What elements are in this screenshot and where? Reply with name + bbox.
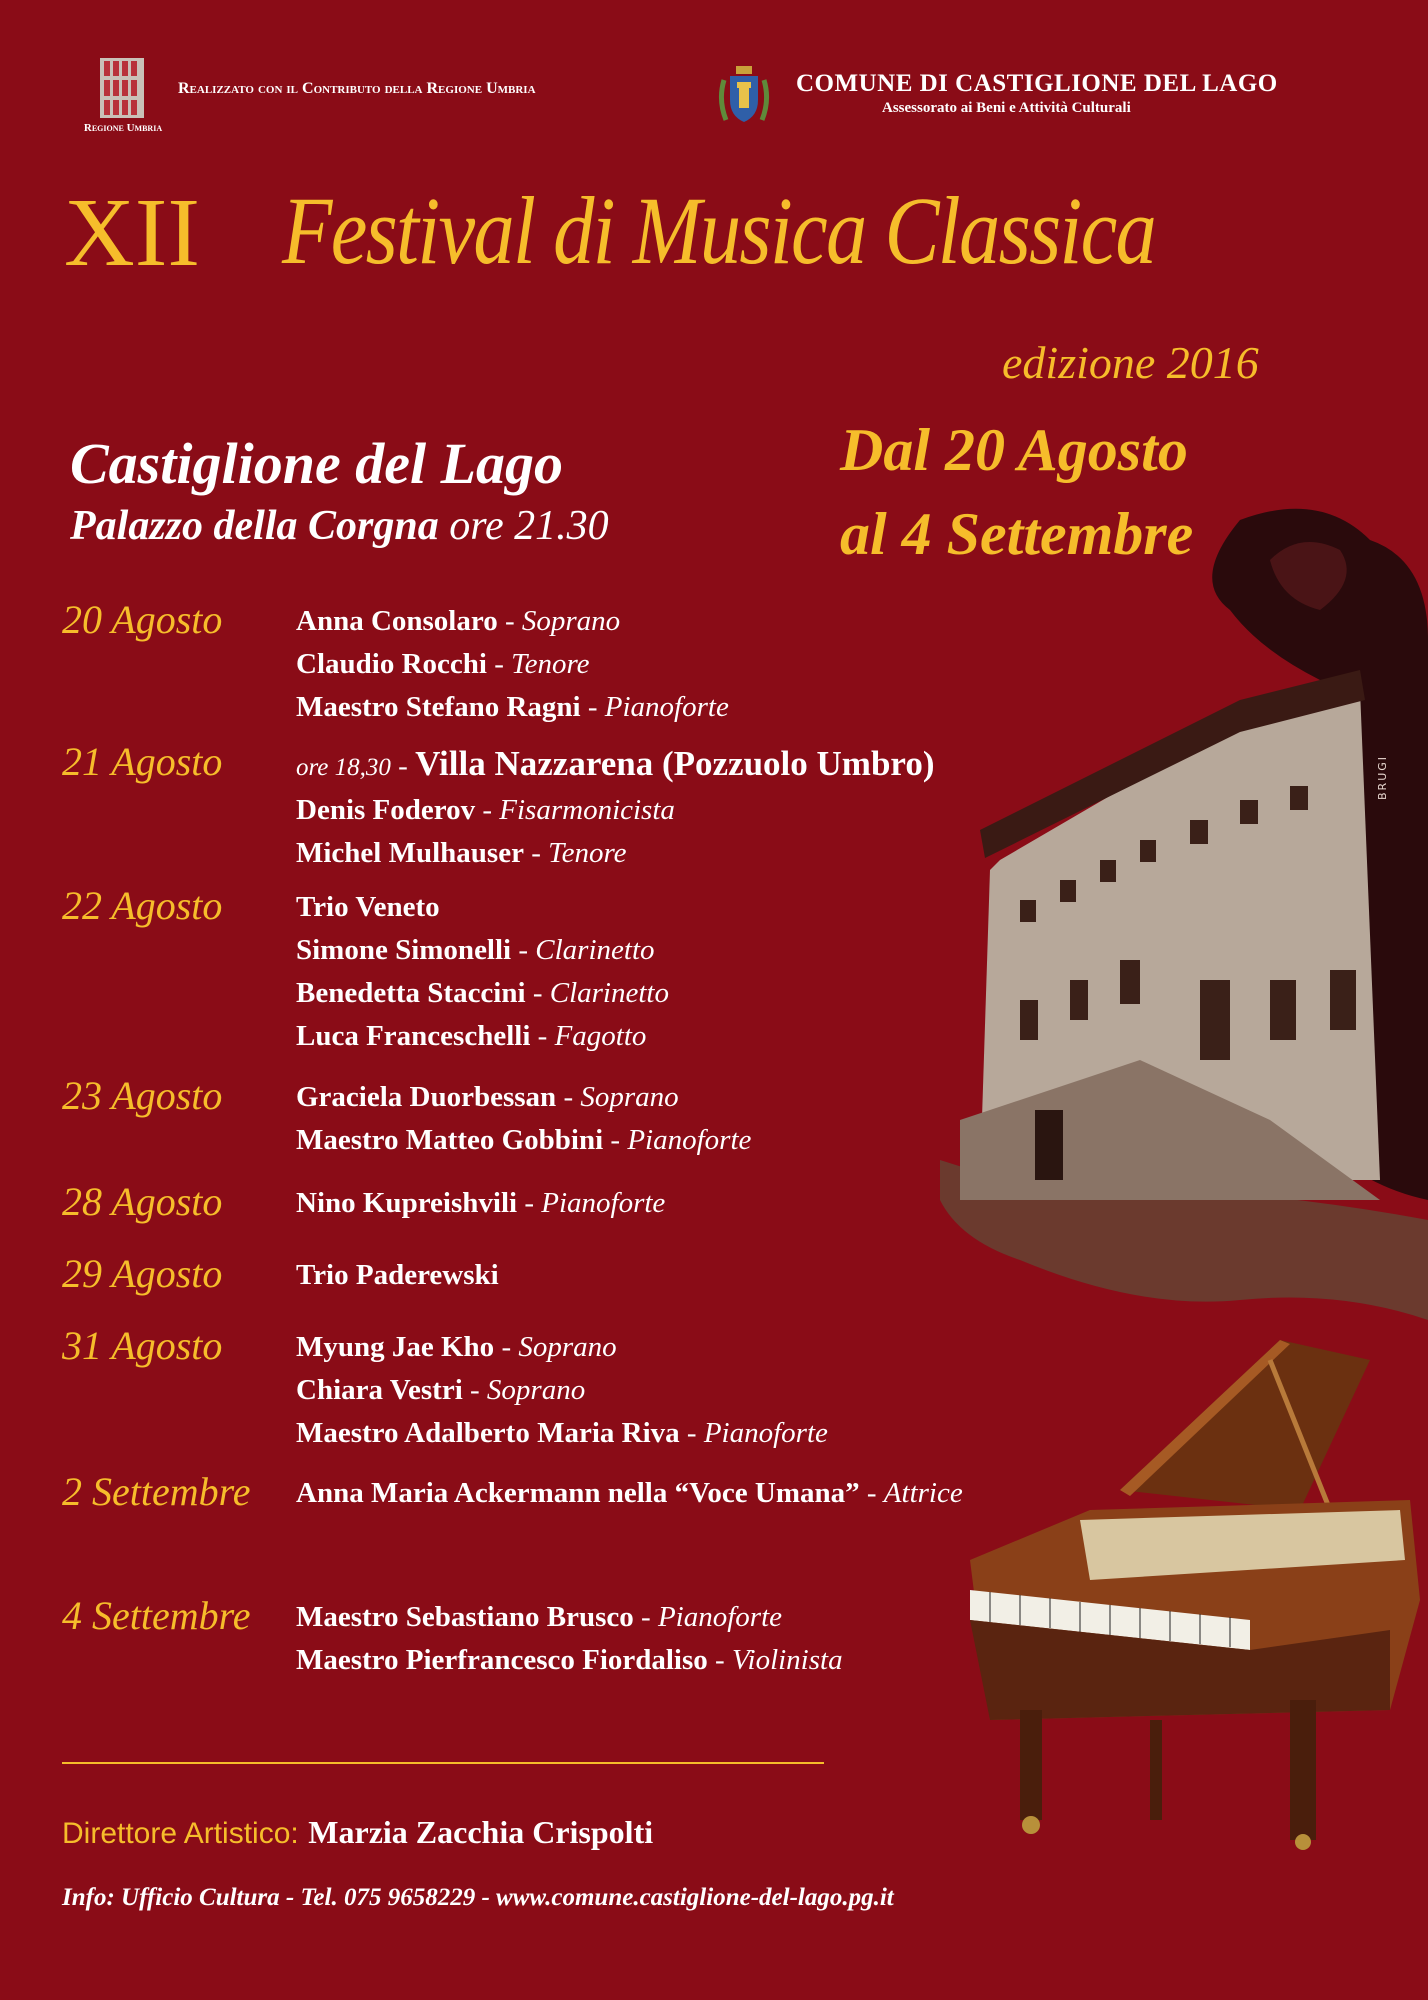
venue-place [70, 502, 609, 550]
performer-name: Nino Kupreishvili [296, 1187, 518, 1219]
info-line: Info: Ufficio Cultura - Tel. 075 9658229 - www.comune.castiglione-del-lago.pg.it [62, 1884, 894, 1911]
performer-role: Soprano [580, 1081, 679, 1113]
venue-town: Castiglione del Lago [70, 431, 563, 496]
performer-line: Maestro Pierfrancesco Fiordaliso - Violinista [296, 1644, 843, 1676]
performer-name: Trio Veneto [296, 891, 440, 923]
performer-role: Tenore [548, 837, 627, 869]
festival-number: XII [64, 179, 201, 287]
festival-edition: edizione 2016 [1002, 337, 1259, 388]
performer-name: Myung Jae Kho [296, 1331, 495, 1363]
performer-line: Maestro Stefano Ragni - Pianoforte [296, 691, 729, 723]
performer-name: Michel Mulhauser [296, 837, 524, 869]
performer-line: Claudio Rocchi - Tenore [296, 648, 590, 680]
event-date: 29 Agosto [62, 1251, 223, 1296]
performer-name: Maestro Matteo Gobbini [296, 1124, 604, 1156]
performer-line: Myung Jae Kho - Soprano [296, 1331, 617, 1363]
director-label: Direttore Artistico: [62, 1817, 299, 1850]
performer-role: Tenore [511, 648, 590, 680]
performer-line [296, 886, 669, 929]
performer-line: Denis Foderov - Fisarmonicista [296, 794, 675, 826]
comune-subtitle: Assessorato ai Beni e Attività Culturali [882, 100, 1131, 116]
venue-place-name: Palazzo della Corgna [70, 503, 439, 549]
performer-name: Maestro Adalberto Maria Riva [296, 1417, 680, 1449]
performer-name: Chiara Vestri [296, 1374, 463, 1406]
region-umbria-logo [100, 58, 144, 118]
director-line [62, 1814, 653, 1851]
region-umbria-label: Regione Umbria [83, 122, 163, 134]
performer-line [296, 1254, 499, 1297]
performer-name: Trio Paderewski [296, 1259, 499, 1291]
performer-name: Maestro Sebastiano Brusco [296, 1601, 634, 1633]
comune-crest-icon [716, 60, 772, 130]
performer-line: Anna Maria Ackermann nella “Voce Umana” - Attrice [296, 1477, 963, 1509]
performer-role: Pianoforte [627, 1124, 752, 1156]
performer-role: Soprano [486, 1374, 586, 1406]
performer-role: Clarinetto [549, 977, 669, 1009]
performer-name: Luca Franceschelli [296, 1020, 531, 1052]
performer-line: Maestro Sebastiano Brusco - Pianoforte [296, 1601, 783, 1633]
performer-line: Graciela Duorbessan - Soprano [296, 1081, 679, 1113]
performer-name: Graciela Duorbessan [296, 1081, 557, 1113]
performer-role: Pianoforte [657, 1601, 783, 1633]
contribution-text: Realizzato con il Contributo della Regione Umbria [178, 80, 536, 97]
performer-name: Denis Foderov [296, 794, 476, 826]
event-date: 21 Agosto [62, 739, 223, 784]
performer-name: Claudio Rocchi [296, 648, 487, 680]
event-date: 22 Agosto [62, 883, 223, 928]
artist-credit: BRUGI [1376, 754, 1389, 800]
performer-line: Maestro Adalberto Maria Riva - Pianoforte [296, 1417, 828, 1449]
performer-name: Maestro Pierfrancesco Fiordaliso [296, 1644, 708, 1676]
event-date: 20 Agosto [62, 597, 223, 642]
performer-name: Benedetta Staccini [296, 977, 526, 1009]
palazzo-illustration [940, 500, 1428, 1320]
performer-name: Anna Maria Ackermann nella “Voce Umana” [296, 1477, 860, 1509]
date-range-end: al 4 Settembre [840, 501, 1194, 567]
event-date: 28 Agosto [62, 1179, 223, 1224]
performer-line: Luca Franceschelli - Fagotto [296, 1020, 647, 1052]
performer-role: Pianoforte [604, 691, 729, 723]
performer-line: Nino Kupreishvili - Pianoforte [296, 1187, 666, 1219]
performer-role: Soprano [518, 1331, 617, 1363]
performer-name: Anna Consolaro [296, 605, 498, 637]
comune-name: COMUNE DI CASTIGLIONE DEL LAGO [796, 70, 1278, 97]
event-date: 23 Agosto [62, 1073, 223, 1118]
performer-line: Benedetta Staccini - Clarinetto [296, 977, 669, 1009]
performer-role: Pianoforte [541, 1187, 666, 1219]
event-date: 31 Agosto [62, 1323, 223, 1368]
venue-time: ore 21.30 [449, 503, 609, 549]
festival-title: Festival di Musica Classica [282, 177, 1156, 284]
performer-role: Clarinetto [535, 934, 655, 966]
performer-name: Simone Simonelli [296, 934, 512, 966]
performer-role: Fagotto [554, 1020, 647, 1052]
event-venue: Villa Nazzarena (Pozzuolo Umbro) [415, 744, 935, 783]
performer-line: Anna Consolaro - Soprano [296, 605, 621, 637]
piano-illustration [950, 1330, 1428, 1850]
performer-role: Soprano [521, 605, 621, 637]
performer-line: Chiara Vestri - Soprano [296, 1374, 586, 1406]
event-date: 2 Settembre [62, 1469, 251, 1514]
event-date: 4 Settembre [62, 1593, 251, 1638]
event-venue-line: ore 18,30 - Villa Nazzarena (Pozzuolo Umbro) [296, 744, 935, 783]
performer-line: Simone Simonelli - Clarinetto [296, 934, 655, 966]
performer-role: Pianoforte [703, 1417, 828, 1449]
performer-role: Fisarmonicista [499, 794, 675, 826]
performer-line: Maestro Matteo Gobbini - Pianoforte [296, 1124, 752, 1156]
director-name: Marzia Zacchia Crispolti [308, 1814, 654, 1850]
performer-line: Michel Mulhauser - Tenore [296, 837, 627, 869]
performer-role: Violinista [731, 1644, 843, 1676]
event-time-note: ore 18,30 [296, 754, 391, 781]
date-range-start: Dal 20 Agosto [840, 417, 1188, 483]
performer-name: Maestro Stefano Ragni [296, 691, 581, 723]
footer-divider [62, 1762, 824, 1764]
performer-role: Attrice [883, 1477, 963, 1509]
